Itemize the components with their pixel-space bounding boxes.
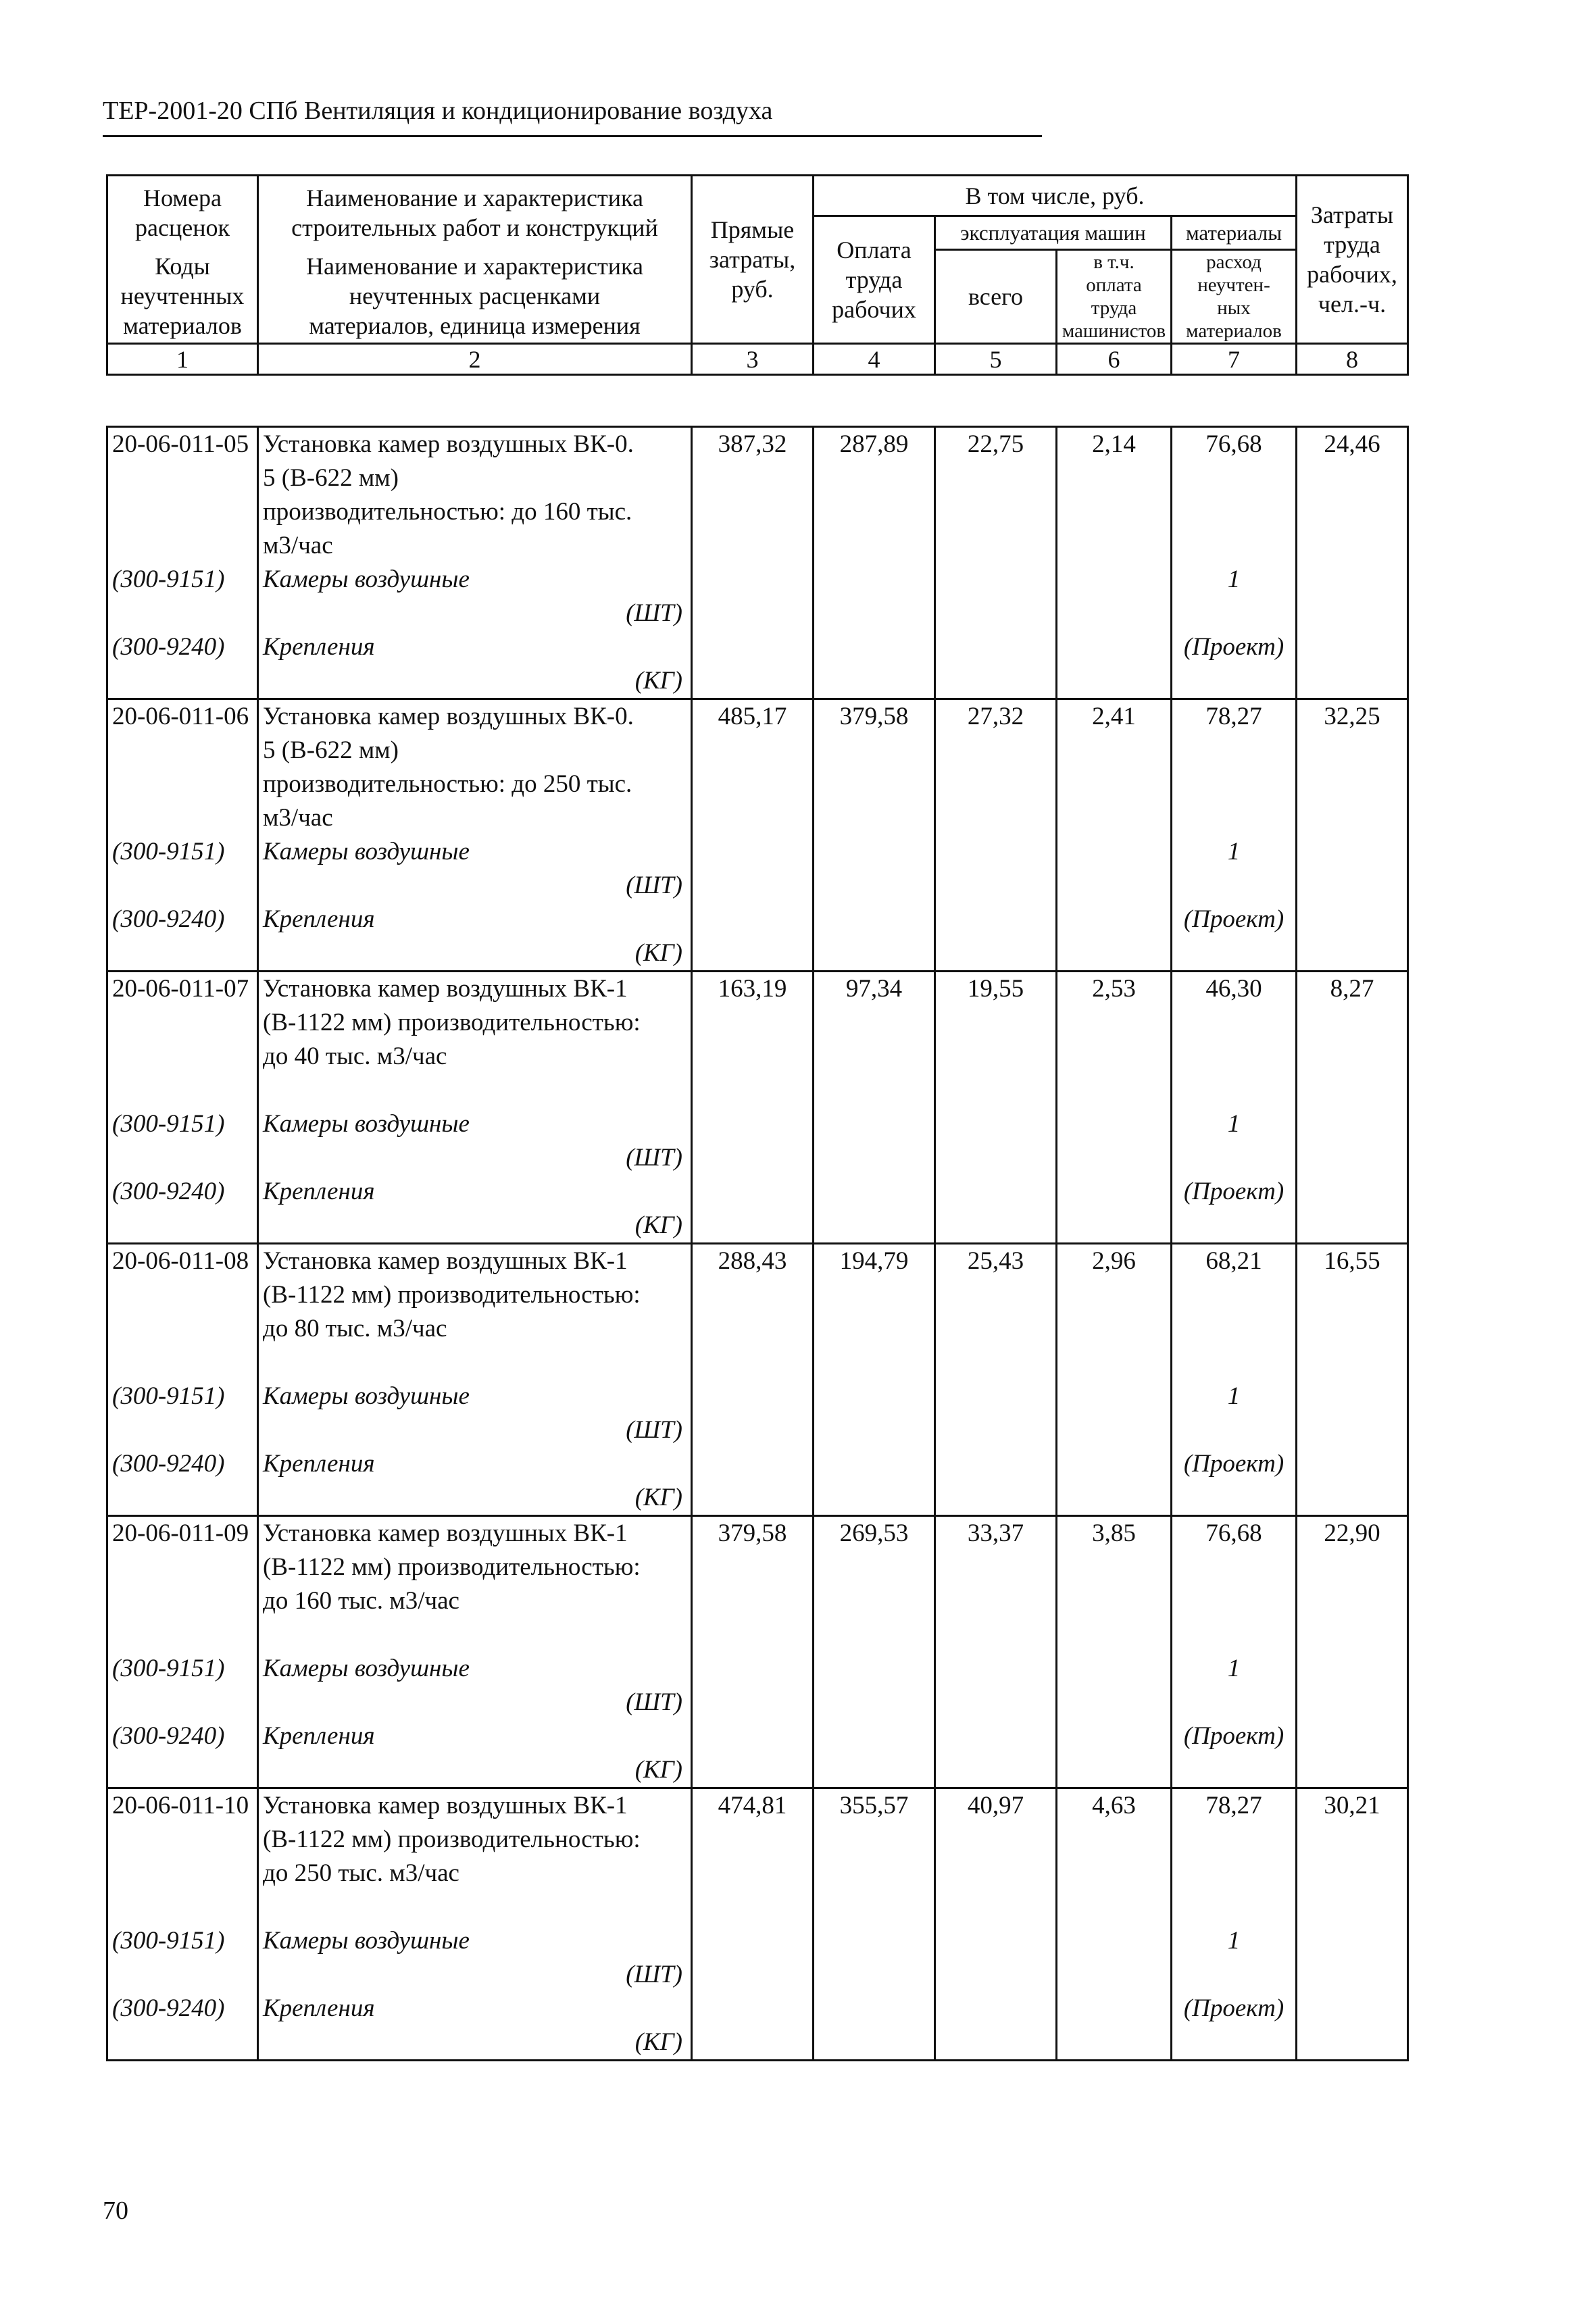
machines-total	[935, 1516, 1057, 1788]
spacer	[108, 1958, 257, 1992]
machines-total	[935, 972, 1057, 1244]
spacer	[1172, 1006, 1295, 1040]
direct-costs	[692, 1788, 814, 2061]
machines-total-value: 22,75	[967, 430, 1024, 458]
description-cell	[258, 699, 692, 972]
work-description-line	[259, 1618, 691, 1652]
table-row	[107, 1516, 1408, 1788]
spacer	[1172, 1346, 1295, 1380]
work-description-line: 5 (В-622 мм)	[263, 736, 399, 764]
material-code: (300-9151)	[112, 1655, 225, 1682]
table-row	[107, 699, 1408, 972]
materials-cell	[1172, 1516, 1297, 1788]
spacer	[108, 1141, 257, 1175]
header-materials: материалы	[1172, 216, 1297, 250]
machines-total	[935, 699, 1057, 972]
material-quantity: (Проект)	[1183, 1450, 1285, 1478]
worker-pay	[814, 427, 935, 699]
materials-cost: 78,27	[1205, 703, 1262, 730]
labor-hours-value: 32,25	[1324, 703, 1380, 730]
materials-cost: 46,30	[1205, 975, 1262, 1003]
description-cell	[258, 427, 692, 699]
col-number: 3	[692, 344, 814, 375]
spacer	[108, 1278, 257, 1312]
spacer	[108, 1413, 257, 1447]
spacer	[108, 597, 257, 630]
materials-cost: 68,21	[1205, 1247, 1262, 1275]
spacer	[1172, 461, 1295, 495]
labor-hours-value: 16,55	[1324, 1247, 1380, 1275]
work-description-line: производительностью: до 160 тыс.	[263, 498, 632, 526]
materials-cell	[1172, 972, 1297, 1244]
codes-cell	[107, 1788, 258, 2061]
work-description-line: Установка камер воздушных ВК-1	[263, 1519, 628, 1547]
spacer	[108, 495, 257, 529]
spacer	[108, 1823, 257, 1857]
material-quantity: (Проект)	[1183, 1178, 1285, 1205]
work-description-line	[259, 1346, 691, 1380]
material-code: (300-9240)	[112, 905, 225, 933]
machines-total	[935, 427, 1057, 699]
machinist-pay	[1057, 699, 1172, 972]
material-quantity: (Проект)	[1183, 1722, 1285, 1750]
description-cell	[258, 1244, 692, 1516]
machines-total-value: 27,32	[967, 703, 1024, 730]
machinist-pay-value: 3,85	[1092, 1519, 1136, 1547]
material-name: Крепления	[263, 1722, 375, 1750]
material-code: (300-9240)	[112, 1178, 225, 1205]
spacer	[1172, 1312, 1295, 1346]
direct-costs-value: 163,19	[718, 975, 787, 1003]
spacer	[108, 1312, 257, 1346]
table-header	[106, 174, 1409, 376]
material-quantity: (Проект)	[1183, 905, 1285, 933]
material-quantity: 1	[1227, 565, 1241, 593]
material-quantity: 1	[1227, 1927, 1241, 1955]
spacer	[108, 734, 257, 768]
worker-pay-value: 355,57	[839, 1792, 909, 1819]
direct-costs-value: 387,32	[718, 430, 787, 458]
material-code: (300-9240)	[112, 1450, 225, 1478]
machines-total	[935, 1244, 1057, 1516]
header-machines-total: всего	[935, 250, 1057, 344]
spacer	[1172, 1141, 1295, 1175]
description-cell	[258, 1516, 692, 1788]
header-rate-numbers: Номера расценок	[107, 176, 258, 250]
material-name: Камеры воздушные	[263, 565, 470, 593]
machinist-pay	[1057, 972, 1172, 1244]
spacer	[1172, 597, 1295, 630]
col-number: 7	[1172, 344, 1297, 375]
machinist-pay-value: 4,63	[1092, 1792, 1136, 1819]
work-description-line: Установка камер воздушных ВК-0.	[263, 430, 634, 458]
material-quantity: 1	[1227, 1110, 1241, 1138]
work-description-line: (В-1122 мм) производительностью:	[263, 1281, 641, 1309]
material-name: Крепления	[263, 905, 375, 933]
spacer	[108, 936, 257, 970]
spacer	[108, 1346, 257, 1380]
spacer	[1172, 1074, 1295, 1107]
worker-pay	[814, 699, 935, 972]
header-material-name: Наименование и характеристика неучтенных расценками материалов, единица измерения	[258, 250, 692, 344]
spacer	[108, 869, 257, 903]
worker-pay-value: 379,58	[839, 703, 909, 730]
materials-cost: 76,68	[1205, 430, 1262, 458]
spacer	[1172, 1618, 1295, 1652]
worker-pay	[814, 1788, 935, 2061]
direct-costs	[692, 1244, 814, 1516]
work-description-line	[259, 1890, 691, 1924]
spacer	[1172, 1551, 1295, 1584]
worker-pay	[814, 1516, 935, 1788]
worker-pay	[814, 972, 935, 1244]
labor-hours	[1297, 427, 1408, 699]
spacer	[108, 1857, 257, 1890]
material-unit: (КГ)	[634, 1211, 682, 1239]
header-including-group: В том числе, руб.	[814, 176, 1297, 216]
material-name: Крепления	[263, 1178, 375, 1205]
spacer	[1172, 529, 1295, 563]
worker-pay-value: 287,89	[839, 430, 909, 458]
work-description-line: Установка камер воздушных ВК-1	[263, 975, 628, 1003]
machinist-pay-value: 2,41	[1092, 703, 1136, 730]
spacer	[108, 529, 257, 563]
labor-hours	[1297, 1516, 1408, 1788]
labor-hours	[1297, 972, 1408, 1244]
rate-code: 20-06-011-09	[112, 1519, 249, 1547]
materials-cell	[1172, 427, 1297, 699]
spacer	[1172, 1209, 1295, 1242]
spacer	[1172, 768, 1295, 801]
labor-hours	[1297, 699, 1408, 972]
material-unit: (ШТ)	[626, 1144, 682, 1172]
direct-costs-value: 379,58	[718, 1519, 787, 1547]
table-row	[107, 1788, 1408, 2061]
material-name: Камеры воздушные	[263, 838, 470, 865]
material-name: Крепления	[263, 1994, 375, 2022]
direct-costs-value: 485,17	[718, 703, 787, 730]
spacer	[1172, 1584, 1295, 1618]
header-worker-pay: Оплата труда рабочих	[814, 216, 935, 344]
labor-hours-value: 24,46	[1324, 430, 1380, 458]
material-unit: (КГ)	[634, 667, 682, 695]
materials-cost: 76,68	[1205, 1519, 1262, 1547]
col-number: 6	[1057, 344, 1172, 375]
materials-cell	[1172, 1244, 1297, 1516]
materials-cost: 78,27	[1205, 1792, 1262, 1819]
work-description-line	[259, 1074, 691, 1107]
work-description-line: (В-1122 мм) производительностью:	[263, 1826, 641, 1853]
direct-costs	[692, 1516, 814, 1788]
col-number: 2	[258, 344, 692, 375]
spacer	[1172, 1040, 1295, 1074]
work-description-line: Установка камер воздушных ВК-1	[263, 1792, 628, 1819]
machinist-pay-value: 2,14	[1092, 430, 1136, 458]
material-quantity: (Проект)	[1183, 633, 1285, 661]
worker-pay	[814, 1244, 935, 1516]
machines-total	[935, 1788, 1057, 2061]
material-unit: (ШТ)	[626, 599, 682, 627]
spacer	[108, 768, 257, 801]
spacer	[1172, 1753, 1295, 1787]
material-quantity: 1	[1227, 1382, 1241, 1410]
machinist-pay	[1057, 1244, 1172, 1516]
material-code: (300-9151)	[112, 565, 225, 593]
spacer	[1172, 1278, 1295, 1312]
spacer	[1172, 664, 1295, 698]
labor-hours-value: 8,27	[1330, 975, 1374, 1003]
spacer	[108, 1890, 257, 1924]
labor-hours	[1297, 1788, 1408, 2061]
codes-cell	[107, 1516, 258, 1788]
col-number: 1	[107, 344, 258, 375]
machines-total-value: 25,43	[967, 1247, 1024, 1275]
machines-total-value: 33,37	[967, 1519, 1024, 1547]
material-name: Камеры воздушные	[263, 1927, 470, 1955]
machinist-pay-value: 2,53	[1092, 975, 1136, 1003]
machinist-pay-value: 2,96	[1092, 1247, 1136, 1275]
machinist-pay	[1057, 1788, 1172, 2061]
material-name: Крепления	[263, 633, 375, 661]
material-quantity: 1	[1227, 838, 1241, 865]
material-unit: (ШТ)	[626, 872, 682, 899]
material-unit: (КГ)	[634, 1756, 682, 1784]
work-description-line: 5 (В-622 мм)	[263, 464, 399, 492]
description-cell	[258, 1788, 692, 2061]
material-code: (300-9151)	[112, 1382, 225, 1410]
material-unit: (КГ)	[634, 1484, 682, 1511]
codes-cell	[107, 427, 258, 699]
direct-costs	[692, 972, 814, 1244]
spacer	[1172, 1857, 1295, 1890]
direct-costs	[692, 699, 814, 972]
rate-code: 20-06-011-06	[112, 703, 249, 730]
spacer	[108, 1753, 257, 1787]
spacer	[1172, 801, 1295, 835]
material-code: (300-9151)	[112, 838, 225, 865]
spacer	[1172, 2026, 1295, 2059]
table-row	[107, 972, 1408, 1244]
material-unit: (ШТ)	[626, 1416, 682, 1444]
header-material-codes: Коды неучтенных материалов	[107, 250, 258, 344]
spacer	[108, 801, 257, 835]
material-unit: (КГ)	[634, 939, 682, 967]
machines-total-value: 19,55	[967, 975, 1024, 1003]
spacer	[1172, 1823, 1295, 1857]
codes-cell	[107, 972, 258, 1244]
worker-pay-value: 97,34	[845, 975, 903, 1003]
spacer	[108, 1040, 257, 1074]
table-row	[107, 427, 1408, 699]
material-quantity: 1	[1227, 1655, 1241, 1682]
header-work-name: Наименование и характеристика строительных работ и конструкций	[258, 176, 692, 250]
rate-code: 20-06-011-07	[112, 975, 249, 1003]
col-number: 8	[1297, 344, 1408, 375]
spacer	[1172, 1481, 1295, 1515]
document-title: ТЕР-2001-20 СПб Вентиляция и кондиционирование воздуха	[103, 86, 1042, 137]
spacer	[108, 1686, 257, 1719]
material-code: (300-9240)	[112, 1994, 225, 2022]
spacer	[108, 461, 257, 495]
spacer	[108, 1584, 257, 1618]
spacer	[1172, 1686, 1295, 1719]
col-number: 5	[935, 344, 1057, 375]
spacer	[1172, 869, 1295, 903]
codes-cell	[107, 699, 258, 972]
direct-costs-value: 474,81	[718, 1792, 787, 1819]
direct-costs-value: 288,43	[718, 1247, 787, 1275]
spacer	[108, 1074, 257, 1107]
work-description-line: м3/час	[263, 804, 333, 832]
header-unaccounted-materials: расход неучтен- ных материалов	[1172, 250, 1297, 344]
rate-code: 20-06-011-05	[112, 430, 249, 458]
spacer	[108, 2026, 257, 2059]
material-code: (300-9240)	[112, 633, 225, 661]
materials-cell	[1172, 1788, 1297, 2061]
header-machinist-pay: в т.ч. оплата труда машинистов	[1057, 250, 1172, 344]
worker-pay-value: 269,53	[839, 1519, 909, 1547]
spacer	[108, 1209, 257, 1242]
description-cell	[258, 972, 692, 1244]
work-description-line: до 40 тыс. м3/час	[263, 1042, 447, 1070]
direct-costs	[692, 427, 814, 699]
spacer	[1172, 1958, 1295, 1992]
page-number: 70	[103, 2196, 128, 2225]
worker-pay-value: 194,79	[839, 1247, 909, 1275]
material-code: (300-9151)	[112, 1927, 225, 1955]
material-name: Камеры воздушные	[263, 1382, 470, 1410]
labor-hours	[1297, 1244, 1408, 1516]
work-description-line: (В-1122 мм) производительностью:	[263, 1553, 641, 1581]
spacer	[1172, 734, 1295, 768]
work-description-line: м3/час	[263, 532, 333, 559]
spacer	[108, 1618, 257, 1652]
work-description-line: до 160 тыс. м3/час	[263, 1587, 459, 1615]
material-unit: (КГ)	[634, 2028, 682, 2056]
spacer	[108, 664, 257, 698]
work-description-line: до 80 тыс. м3/час	[263, 1315, 447, 1342]
spacer	[108, 1551, 257, 1584]
rate-code: 20-06-011-10	[112, 1792, 249, 1819]
work-description-line: до 250 тыс. м3/час	[263, 1859, 459, 1887]
material-name: Камеры воздушные	[263, 1655, 470, 1682]
work-description-line: производительностью: до 250 тыс.	[263, 770, 632, 798]
rates-table	[106, 426, 1409, 2061]
material-code: (300-9151)	[112, 1110, 225, 1138]
labor-hours-value: 22,90	[1324, 1519, 1380, 1547]
labor-hours-value: 30,21	[1324, 1792, 1380, 1819]
spacer	[108, 1481, 257, 1515]
material-name: Крепления	[263, 1450, 375, 1478]
material-name: Камеры воздушные	[263, 1110, 470, 1138]
header-labor-hours: Затраты труда рабочих, чел.-ч.	[1297, 176, 1408, 344]
table-row	[107, 1244, 1408, 1516]
spacer	[1172, 1413, 1295, 1447]
work-description-line: (В-1122 мм) производительностью:	[263, 1009, 641, 1036]
codes-cell	[107, 1244, 258, 1516]
spacer	[1172, 936, 1295, 970]
material-unit: (ШТ)	[626, 1688, 682, 1716]
material-quantity: (Проект)	[1183, 1994, 1285, 2022]
material-unit: (ШТ)	[626, 1961, 682, 1988]
machinist-pay	[1057, 1516, 1172, 1788]
machinist-pay	[1057, 427, 1172, 699]
work-description-line: Установка камер воздушных ВК-1	[263, 1247, 628, 1275]
col-number: 4	[814, 344, 935, 375]
materials-cell	[1172, 699, 1297, 972]
work-description-line: Установка камер воздушных ВК-0.	[263, 703, 634, 730]
header-machine-operation: эксплуатация машин	[935, 216, 1172, 250]
spacer	[108, 1006, 257, 1040]
spacer	[1172, 1890, 1295, 1924]
rate-code: 20-06-011-08	[112, 1247, 249, 1275]
header-direct-costs: Прямые затраты, руб.	[692, 176, 814, 344]
machines-total-value: 40,97	[967, 1792, 1024, 1819]
material-code: (300-9240)	[112, 1722, 225, 1750]
spacer	[1172, 495, 1295, 529]
